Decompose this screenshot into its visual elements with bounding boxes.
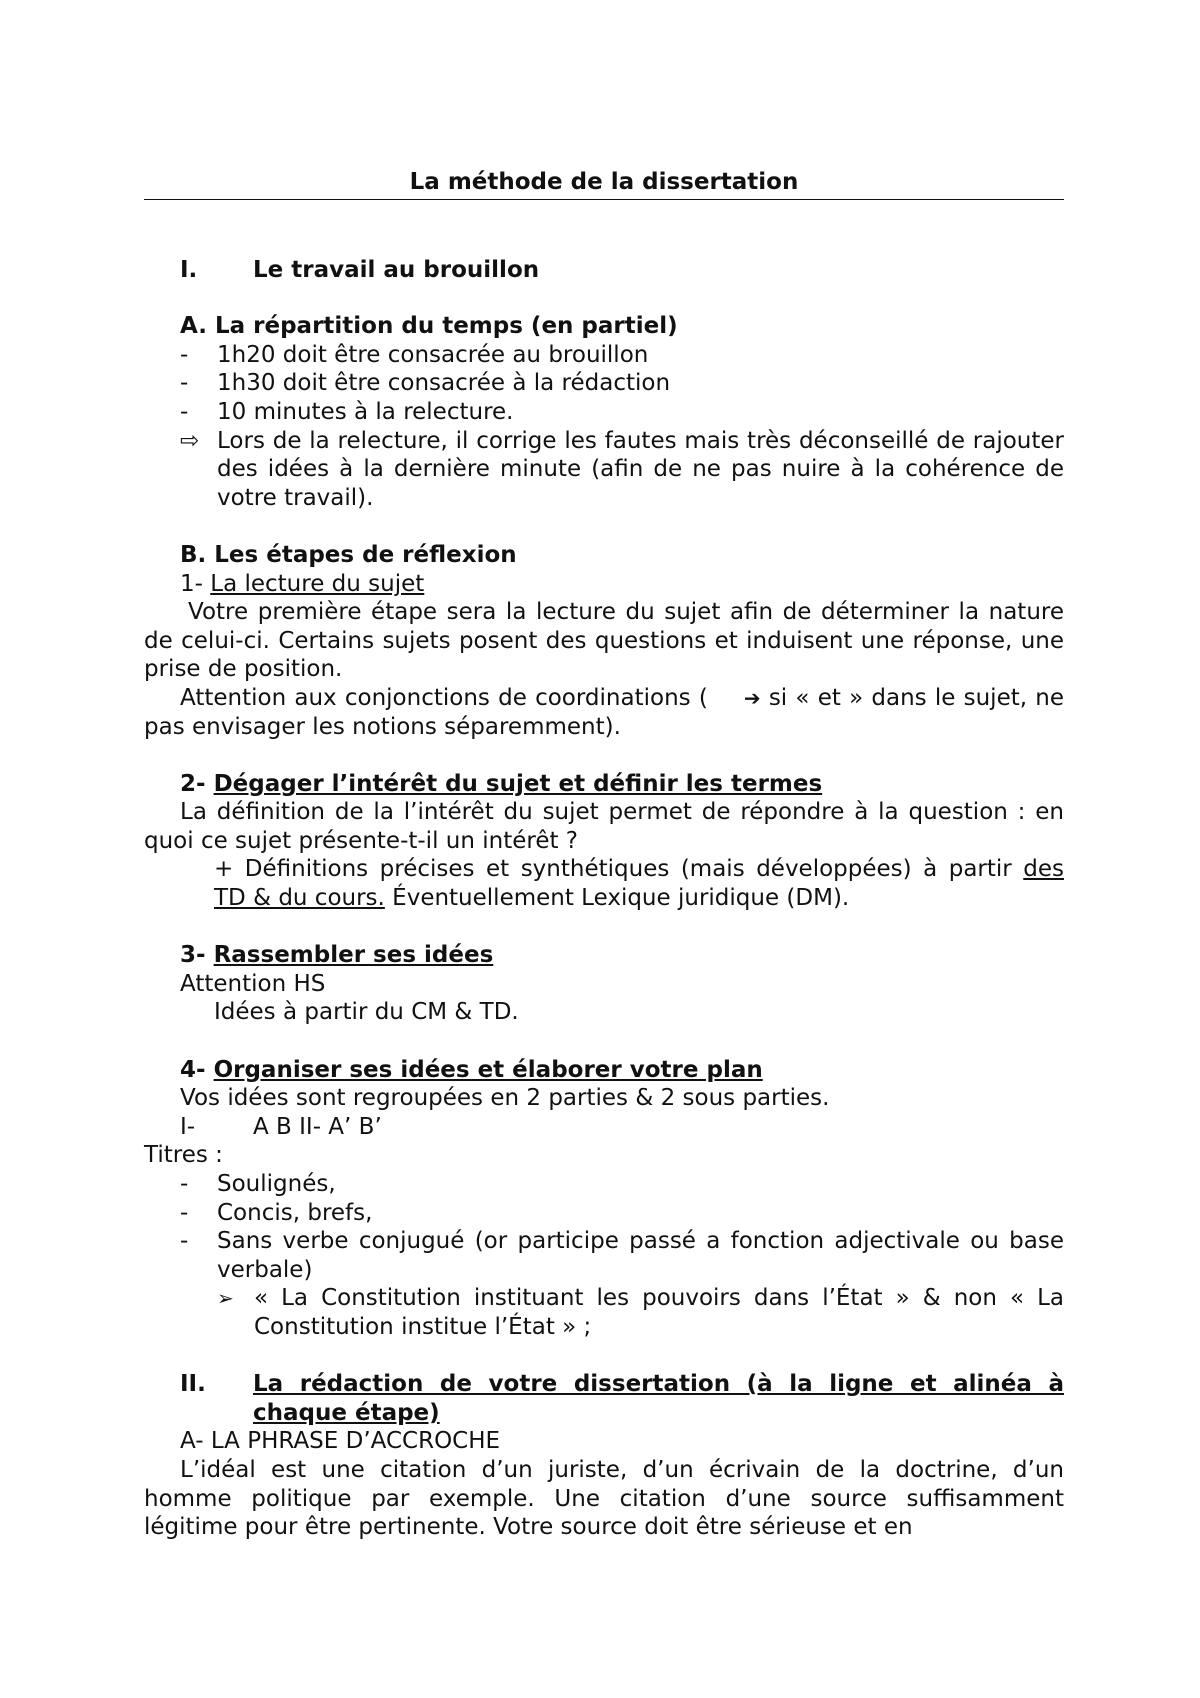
dash-bullet: - <box>180 398 189 425</box>
step-1-paragraph-2 <box>144 684 1064 741</box>
list-item-text: Lors de la relecture, il corrige les fautes mais très déconseillé de rajouter des idées à la dernière minute (afin de ne pas nuire à la cohérence de votre travail). <box>217 427 1064 511</box>
document-content <box>144 168 1064 1542</box>
step-4-number: 4- <box>180 1056 206 1083</box>
step-1-number: 1- <box>180 570 203 597</box>
titles-label: Titres : <box>144 1142 223 1169</box>
list-item <box>144 427 1064 513</box>
section-2-label: La rédaction de votre dissertation (à la ligne et alinéa à chaque étape) <box>253 1371 1064 1426</box>
list-item <box>144 398 1064 427</box>
para-text: + Définitions précises et synthétiques (mais développées) à partir <box>214 856 1024 883</box>
para-text: Éventuellement Lexique juridique (DM). <box>384 885 850 912</box>
step-1-heading <box>144 570 1064 599</box>
section-1-number: I. <box>180 256 198 283</box>
step-1-paragraph: Votre première étape sera la lecture du sujet afin de déterminer la nature de celui-ci. Certains sujets posent des questions et induisent une réponse, une prise de position. <box>144 599 1064 683</box>
list-item <box>144 1227 1064 1284</box>
step-1-label: La lecture du sujet <box>210 570 425 597</box>
title-block <box>144 168 1064 200</box>
list-item-text: Sans verbe conjugué (or participe passé a fonction adjectivale ou base verbale) <box>217 1228 1064 1283</box>
section-2-heading <box>144 1370 1064 1427</box>
step-2-heading <box>144 770 1064 799</box>
step-4-heading <box>144 1056 1064 1085</box>
right-arrow-icon: ➔ <box>743 685 761 710</box>
step-3-label: Rassembler ses idées <box>213 942 494 969</box>
para-text: Attention aux conjonctions de coordinations ( <box>180 684 708 711</box>
step-3-number: 3- <box>180 942 206 969</box>
subsection-a-heading: A. La répartition du temps (en partiel) <box>180 313 678 340</box>
section-2-a-heading: A- LA PHRASE D’ACCROCHE <box>180 1428 501 1455</box>
list-item-text: Concis, brefs, <box>217 1199 373 1226</box>
dash-bullet: - <box>180 370 189 397</box>
list-item-text: 1h30 doit être consacrée à la rédaction <box>217 370 671 397</box>
plan-row <box>144 1113 1064 1142</box>
example-text: « La Constitution instituant les pouvoirs dans l’État » & non « La Constitution institue l’État » ; <box>254 1285 1064 1340</box>
list-item <box>144 1199 1064 1228</box>
list-item-text: 1h20 doit être consacrée au brouillon <box>217 341 649 368</box>
section-2-a-paragraph: L’idéal est une citation d’un juriste, d’un écrivain de la doctrine, d’un homme politique par exemple. Une citation d’une source suffisamment légitime pour être pertinente. Votre source doit être sérieuse et en <box>144 1456 1064 1541</box>
list-item <box>144 341 1064 370</box>
step-2-label: Dégager l’intérêt du sujet et définir les termes <box>213 770 823 797</box>
step-2-definitions <box>144 855 1064 912</box>
section-1-label: Le travail au brouillon <box>253 256 540 283</box>
example-item <box>144 1284 1064 1341</box>
document-title: La méthode de la dissertation <box>409 169 799 195</box>
step-2-paragraph: La définition de la l’intérêt du sujet permet de répondre à la question : en quoi ce sujet présente-t-il un intérêt ? <box>144 799 1064 854</box>
para-text: si « et » dans le sujet, ne pas envisager les notions séparemment). <box>144 684 1064 740</box>
list-item-text: Soulignés, <box>217 1171 336 1197</box>
plan-part-1: I- <box>180 1113 196 1140</box>
section-1-heading <box>144 256 1064 285</box>
list-item <box>144 1170 1064 1199</box>
step-3-line-1: Attention HS <box>180 970 326 997</box>
step-4-label: Organiser ses idées et élaborer votre plan <box>213 1056 763 1083</box>
para-underlined-text: des TD & du cours. <box>214 856 1064 912</box>
plan-structure: A B II- A’ B’ <box>253 1113 382 1140</box>
step-3-line-2: Idées à partir du CM & TD. <box>214 999 519 1026</box>
dash-bullet: - <box>180 1199 189 1226</box>
list-item-text: 10 minutes à la relecture. <box>217 398 514 425</box>
dash-bullet: - <box>180 1228 189 1255</box>
chevron-right-icon: ➢ <box>217 1286 234 1311</box>
subsection-b-heading: B. Les étapes de réflexion <box>180 541 517 568</box>
step-3-heading <box>144 941 1064 970</box>
dash-bullet: - <box>180 341 189 368</box>
dash-bullet: - <box>180 1171 189 1197</box>
arrow-icon: ⇨ <box>180 427 200 454</box>
step-2-number: 2- <box>180 770 206 797</box>
section-2-number: II. <box>180 1371 206 1398</box>
step-4-line-1: Vos idées sont regroupées en 2 parties & 2 sous parties. <box>180 1085 830 1112</box>
titles-list <box>144 1170 1064 1342</box>
list-item <box>144 369 1064 398</box>
time-list <box>144 341 1064 513</box>
